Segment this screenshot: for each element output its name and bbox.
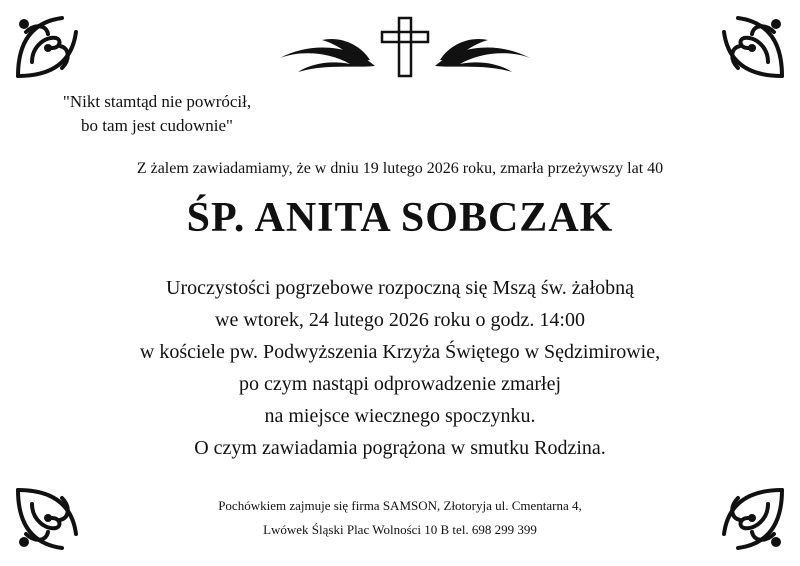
details-line: Uroczystości pogrzebowe rozpoczną się Mszą św. żałobną — [166, 277, 634, 299]
details-line: we wtorek, 24 lutego 2026 roku o godz. 14:00 — [215, 309, 585, 331]
corner-ornament-icon — [718, 12, 788, 82]
cross-icon — [382, 18, 428, 76]
leaf-scroll-icon — [280, 39, 530, 72]
details-line: na miejsce wiecznego spoczynku. — [264, 405, 536, 427]
footer-line-2: Lwówek Śląski Plac Wolności 10 B tel. 698 299 399 — [263, 522, 537, 537]
corner-ornament-icon — [12, 12, 82, 82]
details-line: O czym zawiadamia pogrążona w smutku Rodzina. — [194, 437, 606, 459]
quote — [32, 90, 282, 138]
details-line: po czym nastąpi odprowadzenie zmarłej — [238, 373, 562, 395]
funeral-home-footer — [0, 494, 800, 542]
deceased-name: ŚP. ANITA SOBCZAK — [186, 195, 614, 241]
quote-line-2: bo tam jest cudownie" — [81, 116, 233, 135]
quote-line-1: "Nikt stamtąd nie powrócił, — [62, 92, 252, 111]
funeral-details — [0, 272, 800, 464]
footer-line-1: Pochówkiem zajmuje się firma SAMSON, Złotoryja ul. Cmentarna 4, — [218, 498, 582, 513]
top-ornament — [270, 14, 540, 82]
intro-text: Z żalem zawiadamiamy, że w dniu 19 lutego 2026 roku, zmarła przeżywszy lat 40 — [136, 160, 664, 177]
details-line: w kościele pw. Podwyższenia Krzyża Świętego w Sędzimirowie, — [139, 341, 661, 363]
